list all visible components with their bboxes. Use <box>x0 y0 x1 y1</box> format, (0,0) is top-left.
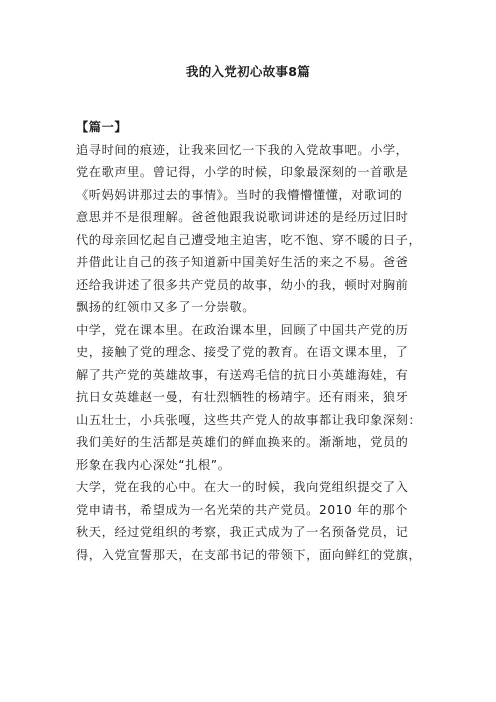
text-line: 史，接触了党的理念、接受了党的教育。在语文课本里，了 <box>76 345 409 359</box>
text-line: 飘扬的红领巾又多了一分崇敬。 <box>76 300 256 314</box>
text-line: 意思并不是很理解。爸爸他跟我说歌词讲述的是经历过旧时 <box>76 210 409 224</box>
text-line: 并借此让自己的孩子知道新中国美好生活的来之不易。爸爸 <box>76 255 409 269</box>
text-line: 大学，党在我的心中。在大一的时候，我向党组织提交了入 <box>76 480 409 494</box>
document-title: 我的入党初心故事8篇 <box>185 64 311 79</box>
text-line: 代的母亲回忆起自己遭受地主迫害，吃不饱、穿不暖的日子， <box>76 232 422 247</box>
text-line: 《听妈妈讲那过去的事情》。当时的我懵懵懂懂，对歌词的 <box>76 187 403 202</box>
section-heading: 【篇一】 <box>76 120 128 134</box>
text-line: 我们美好的生活都是英雄们的鲜血换来的。渐渐地，党员的 <box>76 435 409 449</box>
text-line: 形象在我内心深处“扎根”。 <box>76 457 231 472</box>
document-body <box>76 116 436 566</box>
text-line: 山五壮士，小兵张嘎，这些共产党人的故事都让我印象深刻： <box>76 412 422 427</box>
text-line: 中学，党在课本里。在政治课本里，回顾了中国共产党的历 <box>76 322 409 337</box>
text-line: 解了共产党的英雄故事，有送鸡毛信的抗日小英雄海娃，有 <box>76 367 409 382</box>
text-line: 党在歌声里。曾记得，小学的时候，印象最深刻的一首歌是 <box>76 165 409 179</box>
text-line: 追寻时间的痕迹，让我来回忆一下我的入党故事吧。小学， <box>76 142 409 157</box>
text-line: 还给我讲述了很多共产党员的故事，幼小的我，顿时对胸前 <box>76 277 409 292</box>
text-line: 党申请书，希望成为一名光荣的共产党员。2010 年的那个 <box>76 502 409 517</box>
text-line: 抗日女英雄赵一曼，有壮烈牺牲的杨靖宇。还有雨来，狼牙 <box>76 390 409 404</box>
text-line: 秋天，经过党组织的考察，我正式成为了一名预备党员，记 <box>76 525 409 539</box>
text-line: 得，入党宣誓那天，在支部书记的带领下，面向鲜红的党旗， <box>76 547 422 562</box>
